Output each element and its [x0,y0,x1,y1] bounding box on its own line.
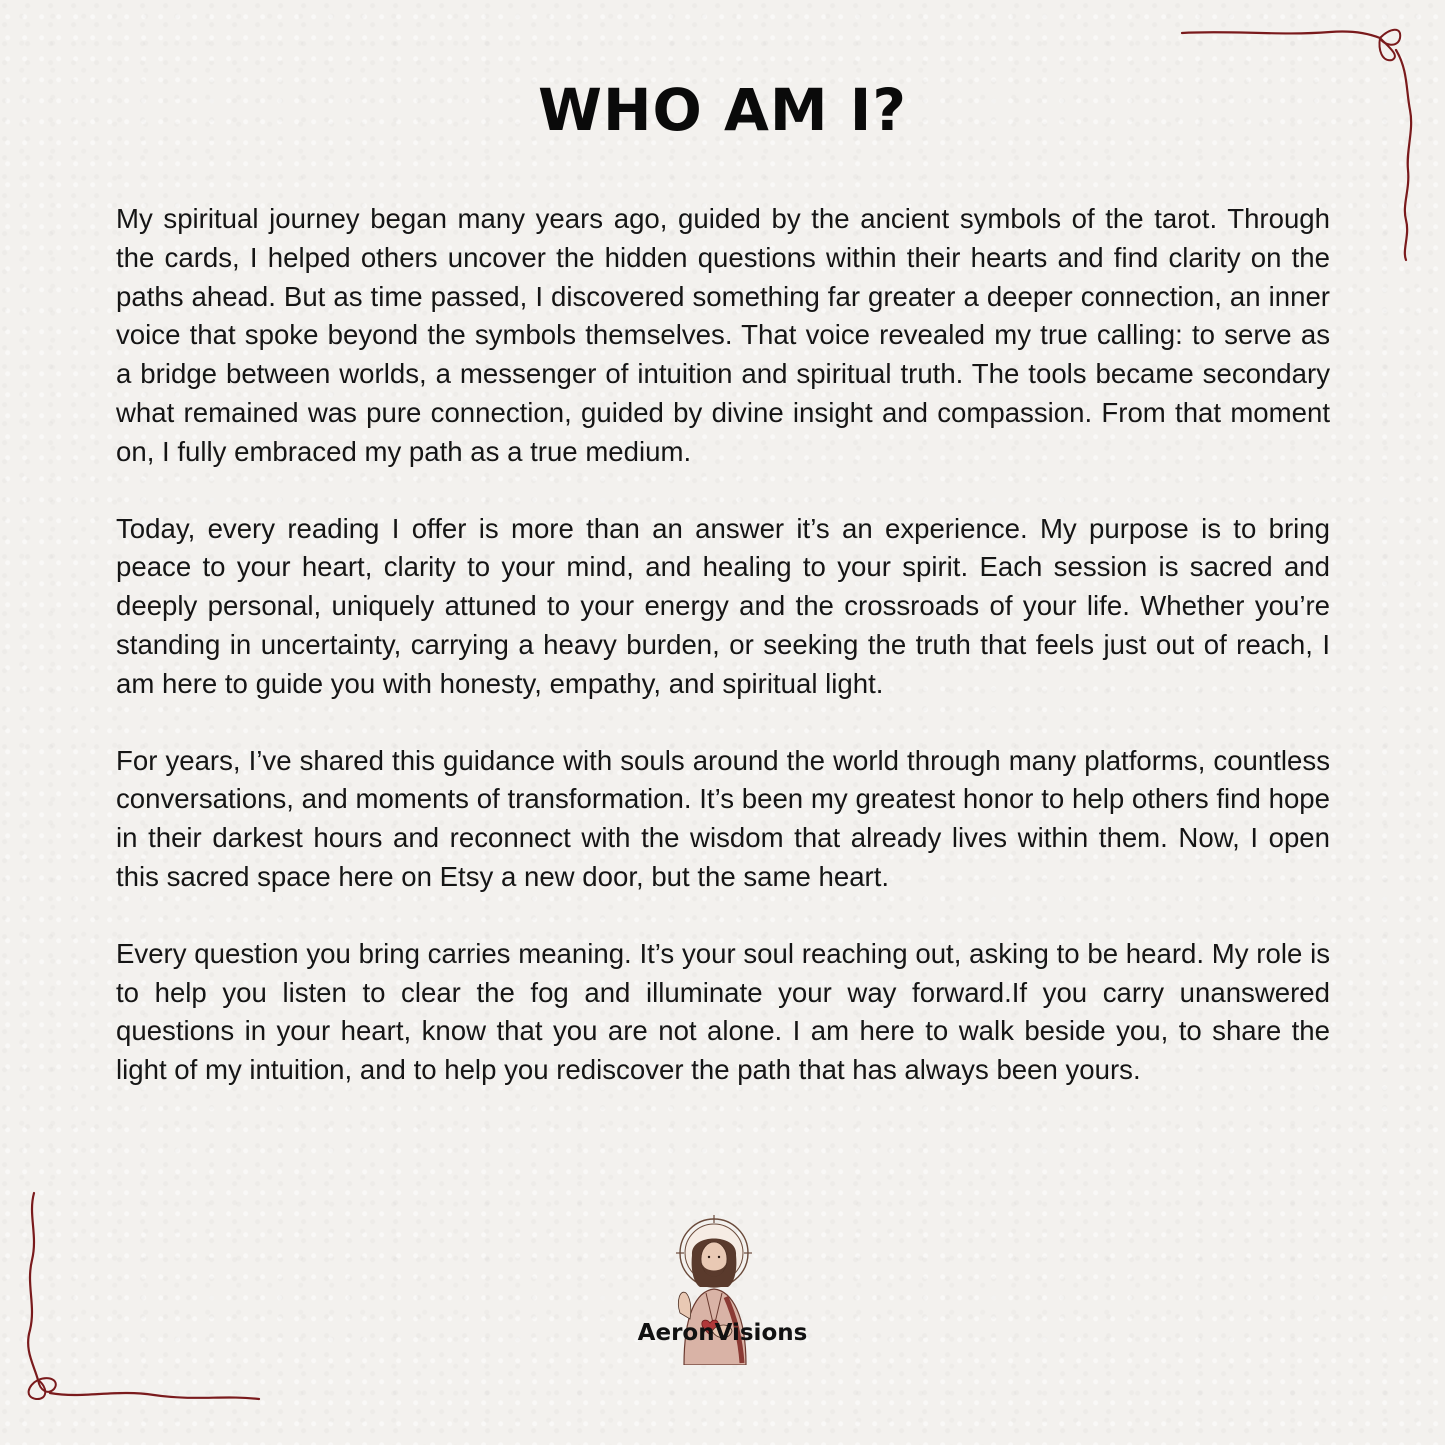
paragraph-years: For years, I’ve shared this guidance with souls around the world through many platforms, countless conversations, and moments of transformation. It’s been my greatest honor to help others find hope in their darkest hours and reconnect with the wisdom that already lives within them. Now, I open this sacred space here on Etsy a new door, but the same heart. [116,744,1330,892]
about-body [116,200,1330,1128]
paragraph-today: Today, every reading I offer is more than an answer it’s an experience. My purpose is to bring peace to your heart, clarity to your mind, and healing to your spirit. Each session is sacred and deeply personal, uniquely attuned to your energy and the crossroads of your life. Whether you’re standing in uncertainty, carrying a heavy burden, or seeking the truth that feels just out of reach, I am here to guide you with honesty, empathy, and spiritual light. [116,512,1330,699]
page-title: WHO AM I? [537,76,908,144]
ribbon-bottom-left-decoration [14,1185,274,1425]
paragraph-journey: My spiritual journey began many years ago, guided by the ancient symbols of the tarot. Through the cards, I helped others uncover the hidden questions within their hearts and find clarity on the paths ahead. But as time passed, I discovered something far greater a deeper connection, an inner voice that spoke beyond the symbols themselves. That voice revealed my true calling: to serve as a bridge between worlds, a messenger of intuition and spiritual truth. The tools became secondary what remained was pure connection, guided by divine insight and compassion. From that moment on, I fully embraced my path as a true medium. [116,203,1330,467]
brand-name: AeronVisions [637,1320,808,1346]
paragraph-questions: Every question you bring carries meaning. It’s your soul reaching out, asking to be heard. My role is to help you listen to clear the fog and illuminate your way forward.If you carry unanswered questions in your heart, know that you are not alone. I am here to walk beside you, to share the light of my intuition, and to help you rediscover the path that has always been yours. [116,937,1330,1086]
